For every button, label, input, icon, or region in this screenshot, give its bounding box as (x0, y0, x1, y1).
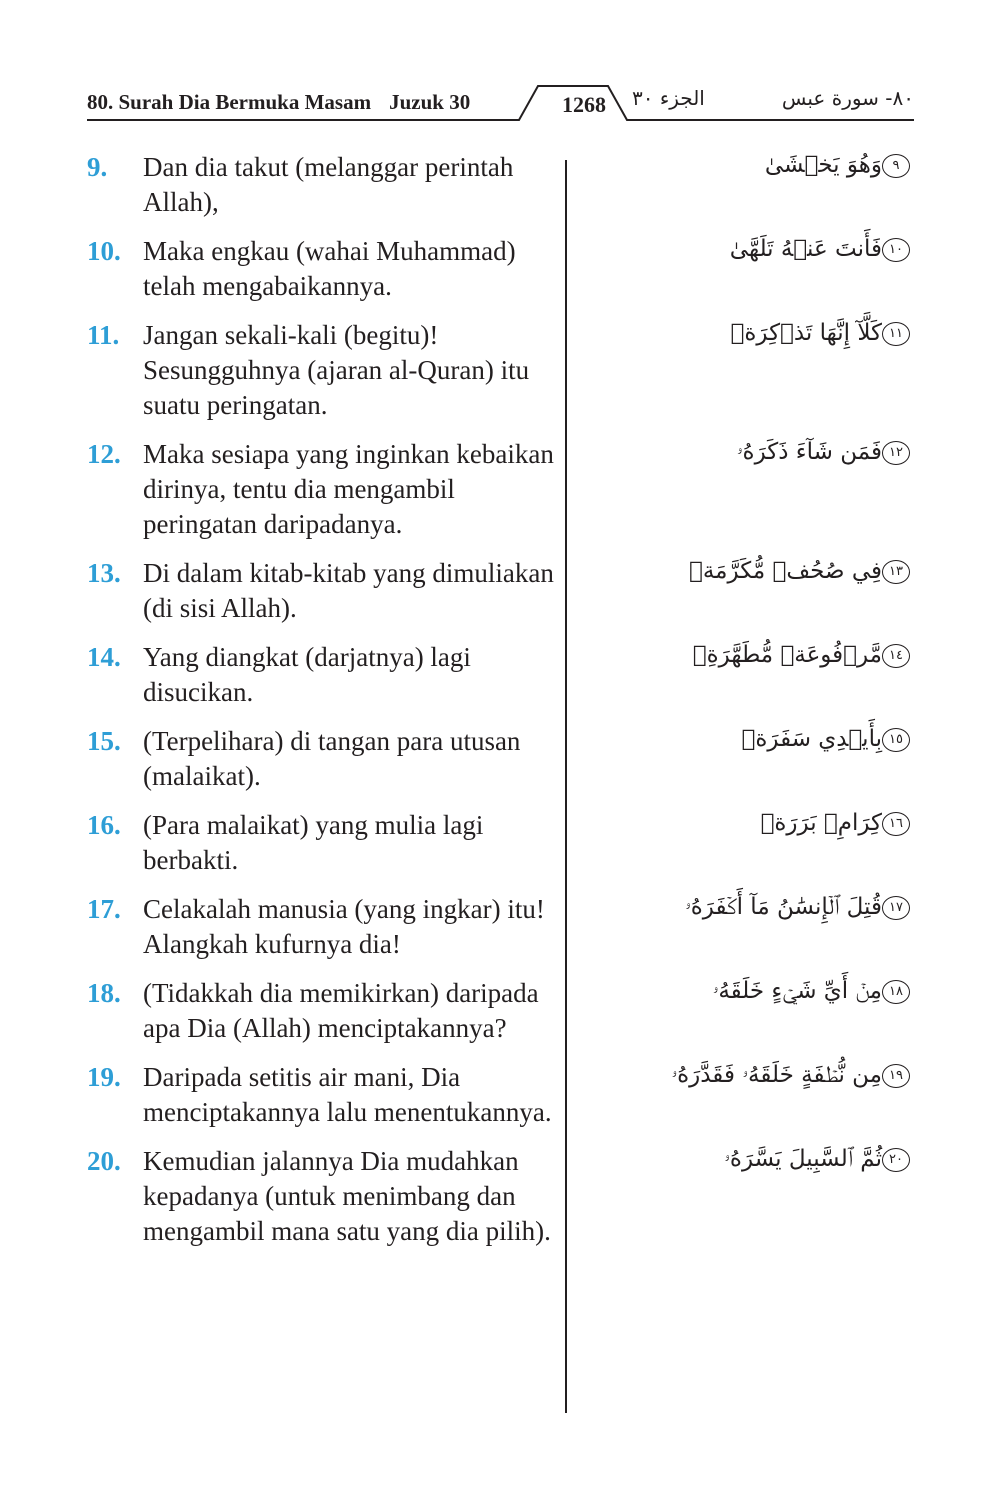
verse-number: 12. (87, 439, 121, 469)
surah-arabic: ٨٠- سورة عبس (781, 86, 914, 110)
page-number: 1268 (562, 92, 606, 117)
verse-item (87, 808, 914, 878)
verse-translation: (Terpelihara) di tangan para utusan (malaikat). (143, 726, 521, 791)
arabic-text: مِنۡ أَيِّ شَيۡءٍ خَلَقَهُۥ (712, 978, 882, 1004)
ayah-marker: ١٩ (882, 1064, 910, 1088)
verse-translation: Maka sesiapa yang inginkan kebaikan dirinya, tentu dia mengambil peringatan daripadanya. (143, 439, 554, 539)
arabic-text: فِي صُحُفٖ مُّكَرَّمَةٖ (689, 558, 882, 584)
header-left (87, 90, 470, 115)
verse-translation: Dan dia takut (melanggar perintah Allah), (143, 152, 514, 217)
verse-translation: Yang diangkat (darjatnya) lagi disucikan. (143, 642, 471, 707)
verse-arabic (724, 1146, 914, 1172)
verse-translation: Kemudian jalannya Dia mudahkan kepadanya (untuk menimbang dan mengambil mana satu yang dia pilih). (143, 1146, 551, 1246)
arabic-text: كِرَامِۭ بَرَرَةٖ (760, 810, 882, 836)
arabic-text: مِن نُّطۡفَةٍ خَلَقَهُۥ فَقَدَّرَهُۥ (671, 1062, 882, 1088)
verse-translation: (Para malaikat) yang mulia lagi berbakti. (143, 810, 484, 875)
verse-arabic (765, 152, 914, 178)
verse-arabic (731, 320, 914, 346)
ayah-marker: ١٥ (882, 728, 910, 752)
arabic-text: كَلَّآ إِنَّهَا تَذۡكِرَةٞ (730, 320, 882, 346)
verse-number: 19. (87, 1062, 121, 1092)
verse-translation: Daripada setitis air mani, Dia menciptakannya lalu menentukannya. (143, 1062, 552, 1127)
verse-arabic (730, 236, 914, 262)
arabic-text: بِأَيۡدِي سَفَرَةٖ (741, 726, 882, 752)
arabic-text: قُتِلَ ٱلۡإِنسَٰنُ مَآ أَكۡفَرَهُۥ (684, 894, 882, 920)
juz-label: Juzuk 30 (389, 90, 471, 114)
ayah-marker: ١٢ (882, 441, 910, 465)
page-header (87, 82, 914, 122)
ayah-marker: ١٦ (882, 812, 910, 836)
verse-item (87, 724, 914, 794)
verse-arabic (761, 810, 914, 836)
verse-item (87, 1060, 914, 1130)
ayah-marker: ١٣ (882, 560, 910, 584)
arabic-text: ثُمَّ ٱلسَّبِيلَ يَسَّرَهُۥ (724, 1146, 882, 1172)
verse-number: 16. (87, 810, 121, 840)
ayah-marker: ٢٠ (882, 1148, 910, 1172)
verse-number: 13. (87, 558, 121, 588)
verse-arabic (671, 1062, 914, 1088)
verse-number: 17. (87, 894, 121, 924)
verse-translation: Celakalah manusia (yang ingkar) itu! Alangkah kufurnya dia! (143, 894, 545, 959)
ayah-marker: ١٨ (882, 980, 910, 1004)
verse-item (87, 556, 914, 626)
verse-translation: Di dalam kitab-kitab yang dimuliakan (di sisi Allah). (143, 558, 554, 623)
verse-item (87, 437, 914, 542)
ayah-marker: ٩ (882, 154, 910, 178)
verse-number: 11. (87, 320, 120, 350)
verse-number: 10. (87, 236, 121, 266)
verse-translation: Maka engkau (wahai Muhammad) telah mengabaikannya. (143, 236, 516, 301)
verse-number: 15. (87, 726, 121, 756)
verse-translation: (Tidakkah dia memikirkan) daripada apa Dia (Allah) menciptakannya? (143, 978, 539, 1043)
arabic-text: فَمَن شَآءَ ذَكَرَهُۥ (736, 439, 882, 465)
ayah-marker: ١٤ (882, 644, 910, 668)
verse-item (87, 150, 914, 220)
verse-item (87, 318, 914, 423)
verse-item (87, 892, 914, 962)
juz-arabic: الجزء ٣٠ (632, 86, 705, 110)
arabic-text: مَّرۡفُوعَةٖ مُّطَهَّرَةِۭ (692, 642, 882, 668)
verse-item (87, 1144, 914, 1249)
surah-title: 80. Surah Dia Bermuka Masam (87, 90, 372, 114)
verse-item (87, 976, 914, 1046)
verse-number: 14. (87, 642, 121, 672)
verse-translation: Jangan sekali-kali (begitu)! Sesungguhnya (ajaran al-Quran) itu suatu peringatan. (143, 320, 530, 420)
verse-arabic (713, 978, 914, 1004)
verse-number: 9. (87, 152, 108, 182)
verse-number: 20. (87, 1146, 121, 1176)
arabic-text: فَأَنتَ عَنۡهُ تَلَهَّىٰ (729, 236, 882, 262)
verse-item (87, 640, 914, 710)
verse-item (87, 234, 914, 304)
verse-list (87, 150, 914, 1263)
ayah-marker: ١١ (882, 322, 910, 346)
verse-arabic (685, 894, 914, 920)
ayah-marker: ١٧ (882, 896, 910, 920)
verse-arabic (689, 558, 914, 584)
verse-arabic (693, 642, 914, 668)
verse-arabic (737, 439, 914, 465)
arabic-text: وَهُوَ يَخۡشَىٰ (764, 152, 882, 178)
verse-arabic (742, 726, 914, 752)
verse-number: 18. (87, 978, 121, 1008)
ayah-marker: ١٠ (882, 238, 910, 262)
